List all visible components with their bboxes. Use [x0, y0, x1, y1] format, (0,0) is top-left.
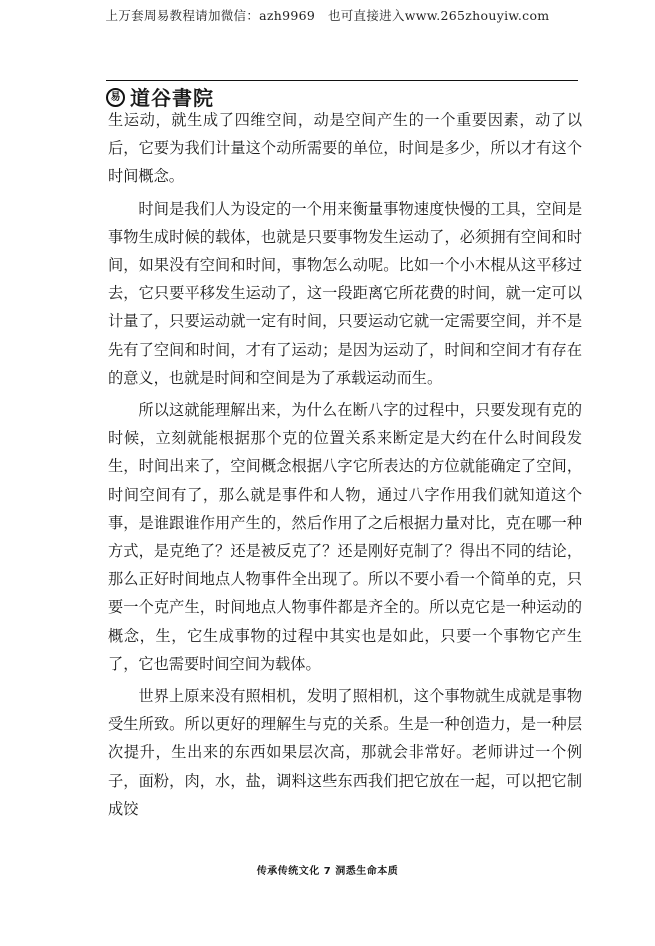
page-footer: 传承传统文化 7 洞悉生命本质 — [256, 866, 399, 877]
paragraph-4: 世界上原来没有照相机，发明了照相机，这个事物就生成就是事物受生所致。所以更好的理解生与克的关系。生是一种创造力，是一种层次提升，生出来的东西如果层次高，那就会非常好。老师讲过一个例子，面粉，肉，水，盐，调料这些东西我们把它放在一起，可以把它制成饺 — [108, 687, 582, 818]
header-rule — [106, 80, 578, 81]
paragraph-1: 生运动，就生成了四维空间，动是空间产生的一个重要因素，动了以后，它要为我们计量这个动所需要的单位，时间是多少，所以才有这个时间概念。 — [108, 111, 582, 186]
paragraph-2: 时间是我们人为设定的一个用来衡量事物速度快慢的工具，空间是事物生成时候的载体，也就是只要事物发生运动了，必须拥有空间和时间，如果没有空间和时间，事物怎么动呢。比如一个小木棍从这平移过去，它只要平移发生运动了，这一段距离它所花费的时间，就一定可以计量了，只要运动就一定有时间，只要运动它就一定需要空间，并不是先有了空间和时间，才有了运动；是因为运动了，时间和空间才有存在的意义，也就是时间和空间是为了承载运动而生。 — [108, 199, 582, 387]
logo-glyph: 易 — [110, 91, 121, 103]
body-text — [108, 106, 582, 827]
top-banner-text: 上万套周易教程请加微信：azh9969 也可直接进入www.265zhouyiw.com — [105, 8, 550, 23]
logo-icon — [106, 88, 125, 107]
paragraph-3: 所以这就能理解出来，为什么在断八字的过程中，只要发现有克的时候，立刻就能根据那个克的位置关系来断定是大约在什么时间段发生，时间出来了，空间概念根据八字它所表达的方位就能确定了空间，时间空间有了，那么就是事件和人物，通过八字作用我们就知道这个事，是谁跟谁作用产生的，然后作用了之后根据力量对比，克在哪一种方式，是克绝了？还是被反克了？还是刚好克制了？得出不同的结论，那么正好时间地点人物事件全出现了。所以不要小看一个简单的克，只要一个克产生，时间地点人物事件都是齐全的。所以克它是一种运动的概念，生，它生成事物的过程中其实也是如此，只要一个事物它产生了，它也需要时间空间为载体。 — [108, 401, 582, 673]
brand-title: 道谷書院 — [130, 86, 214, 110]
